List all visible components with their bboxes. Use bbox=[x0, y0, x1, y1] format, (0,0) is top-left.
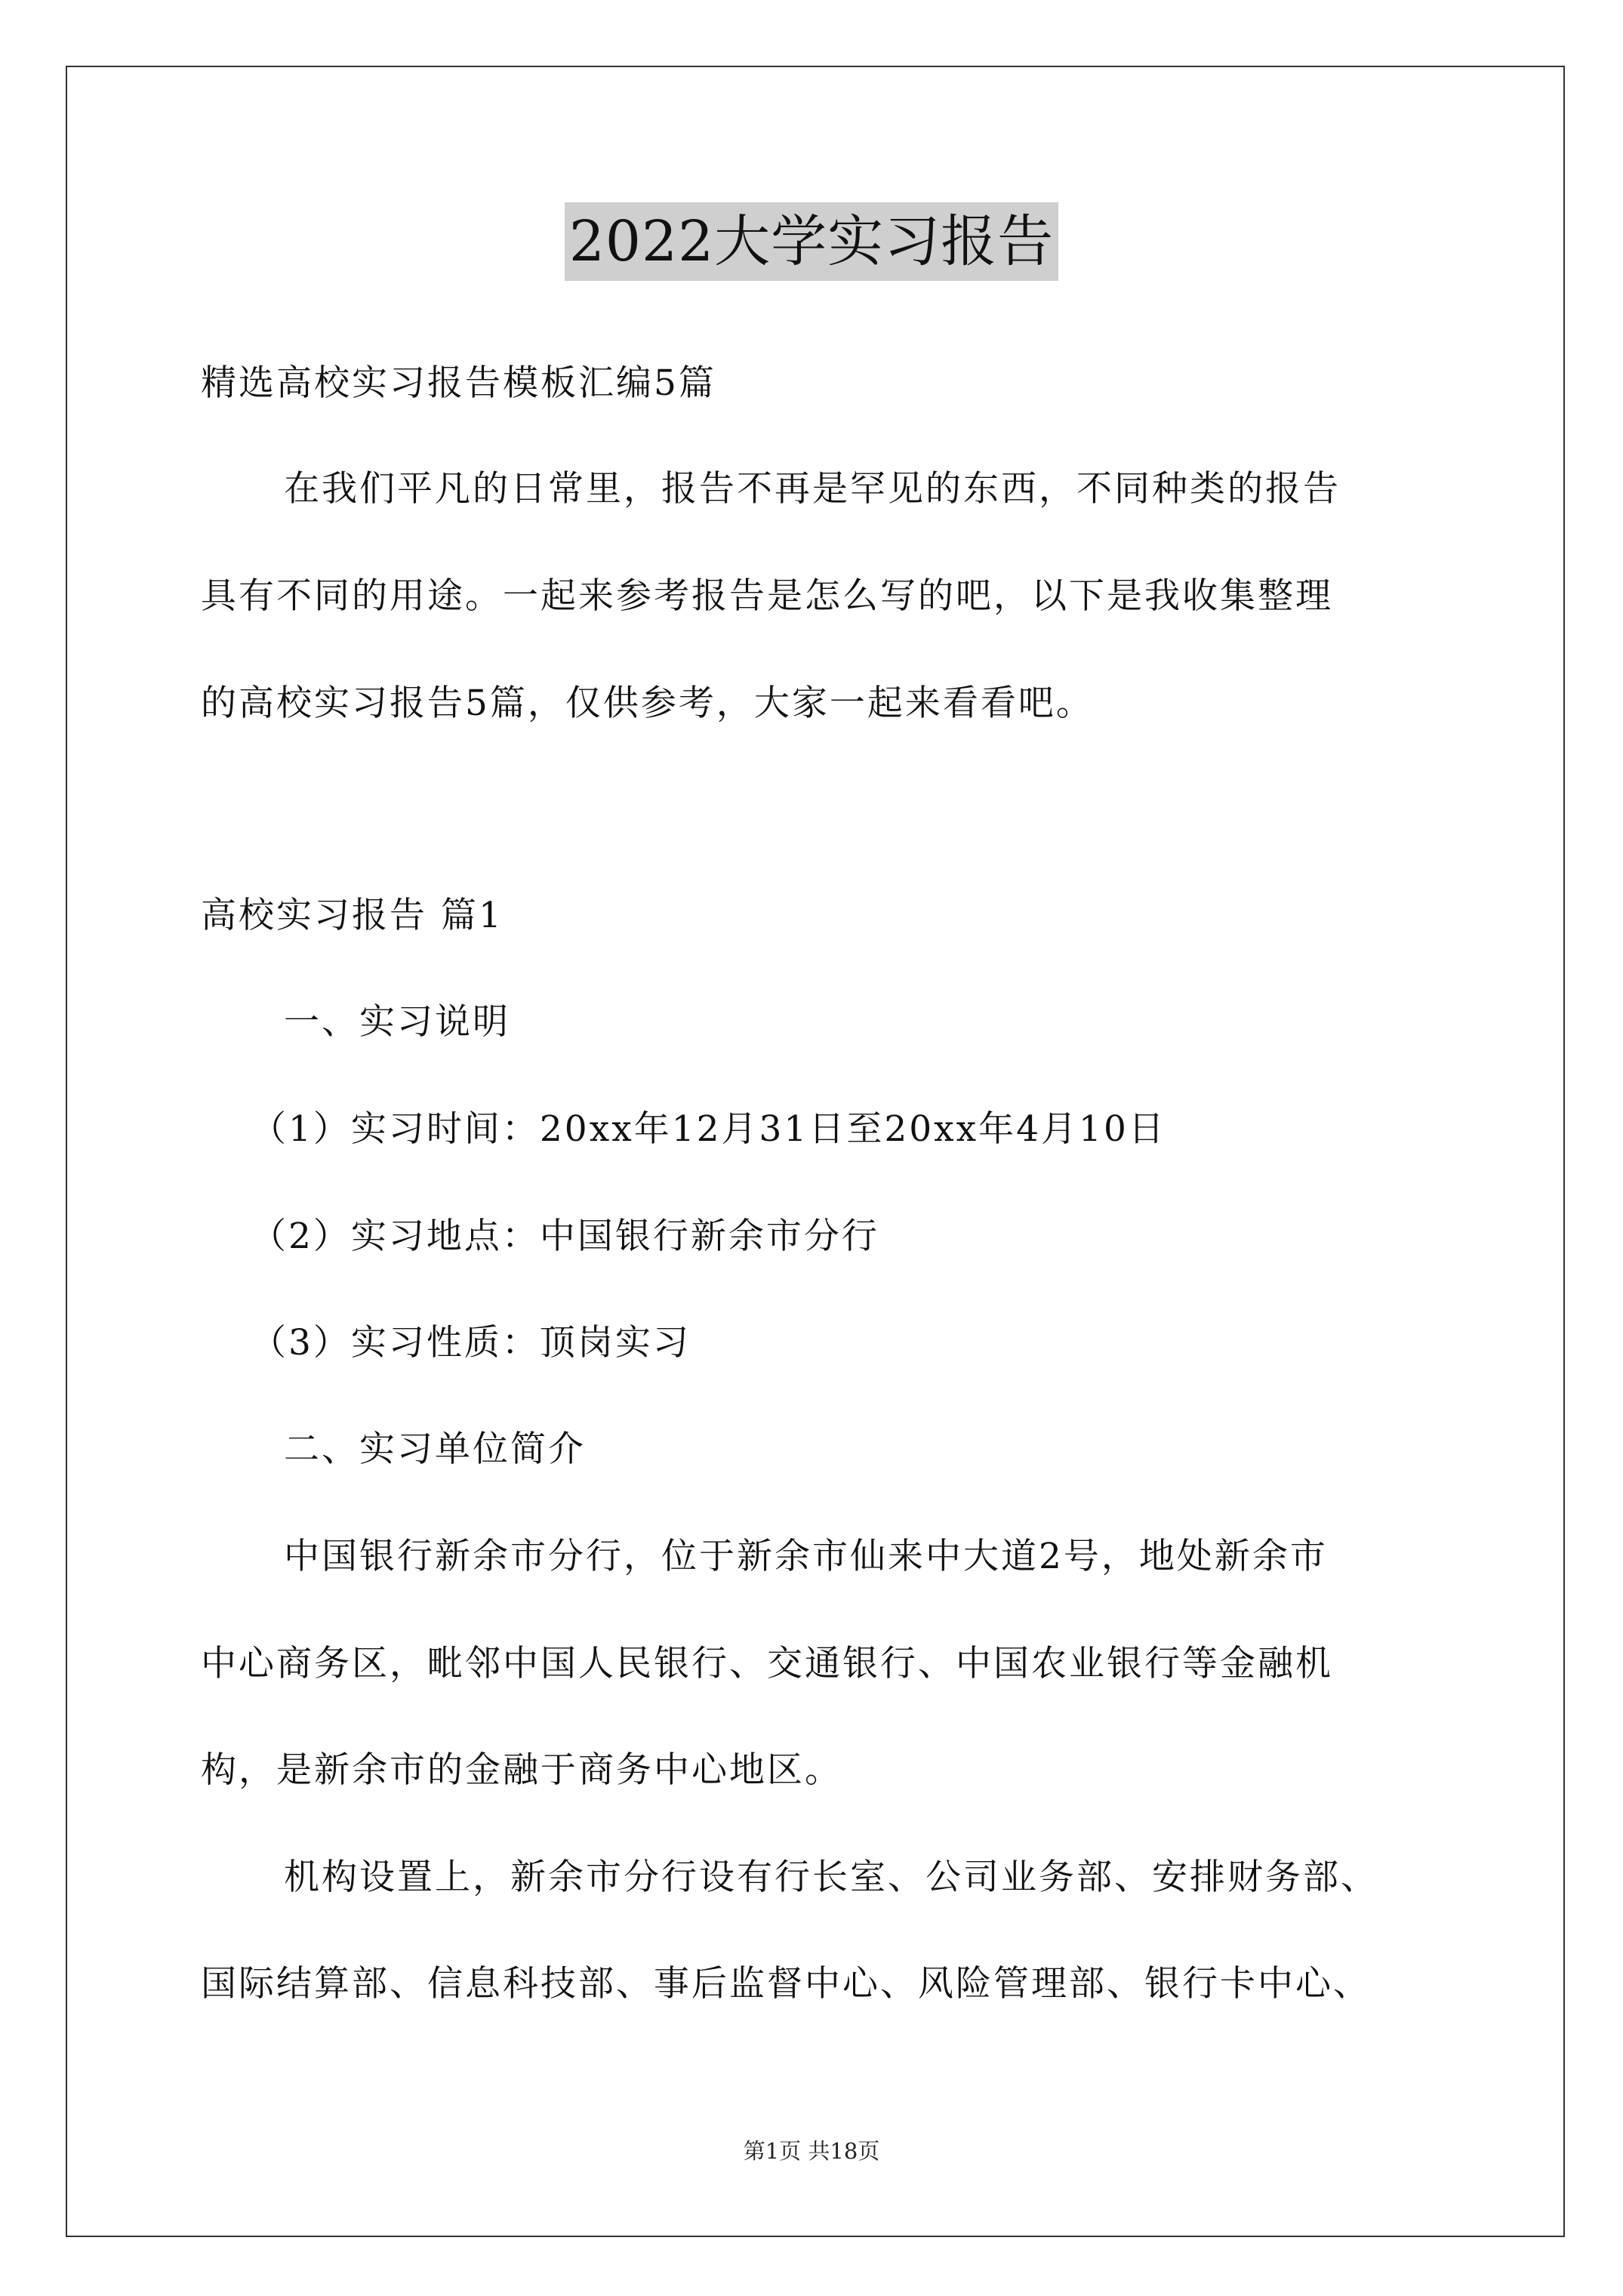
title-container bbox=[0, 202, 1623, 281]
part2-para1-line-1: 中国银行新余市分行，位于新余市仙来中大道2号，地处新余市 bbox=[284, 1536, 1328, 1577]
intro-line-1: 在我们平凡的日常里，报告不再是罕见的东西，不同种类的报告 bbox=[284, 468, 1341, 510]
part2-para2-line-2: 国际结算部、信息科技部、事后监督中心、风险管理部、银行卡中心、 bbox=[201, 1963, 1371, 2005]
part2-heading: 二、实习单位简介 bbox=[284, 1428, 586, 1470]
section-heading: 高校实习报告 篇1 bbox=[201, 895, 504, 936]
part1-item-3: （3）实习性质：顶岗实习 bbox=[251, 1322, 691, 1364]
page-footer: 第1页 共18页 bbox=[743, 2138, 880, 2164]
subtitle: 精选高校实习报告模板汇编5篇 bbox=[201, 362, 716, 404]
part1-item-2: （2）实习地点：中国银行新余市分行 bbox=[251, 1216, 879, 1257]
part2-para1-line-3: 构，是新余市的金融于商务中心地区。 bbox=[201, 1749, 842, 1791]
part2-para2-line-1: 机构设置上，新余市分行设有行长室、公司业务部、安排财务部、 bbox=[284, 1857, 1378, 1898]
part1-item-1: （1）实习时间：20xx年12月31日至20xx年4月10日 bbox=[251, 1108, 1166, 1150]
document-title: 2022大学实习报告 bbox=[565, 202, 1058, 281]
intro-line-2: 具有不同的用途。一起来参考报告是怎么写的吧，以下是我收集整理 bbox=[201, 575, 1333, 617]
part1-heading: 一、实习说明 bbox=[284, 1001, 510, 1043]
part2-para1-line-2: 中心商务区，毗邻中国人民银行、交通银行、中国农业银行等金融机 bbox=[201, 1643, 1333, 1684]
intro-line-3: 的高校实习报告5篇，仅供参考，大家一起来看看吧。 bbox=[201, 683, 1094, 724]
